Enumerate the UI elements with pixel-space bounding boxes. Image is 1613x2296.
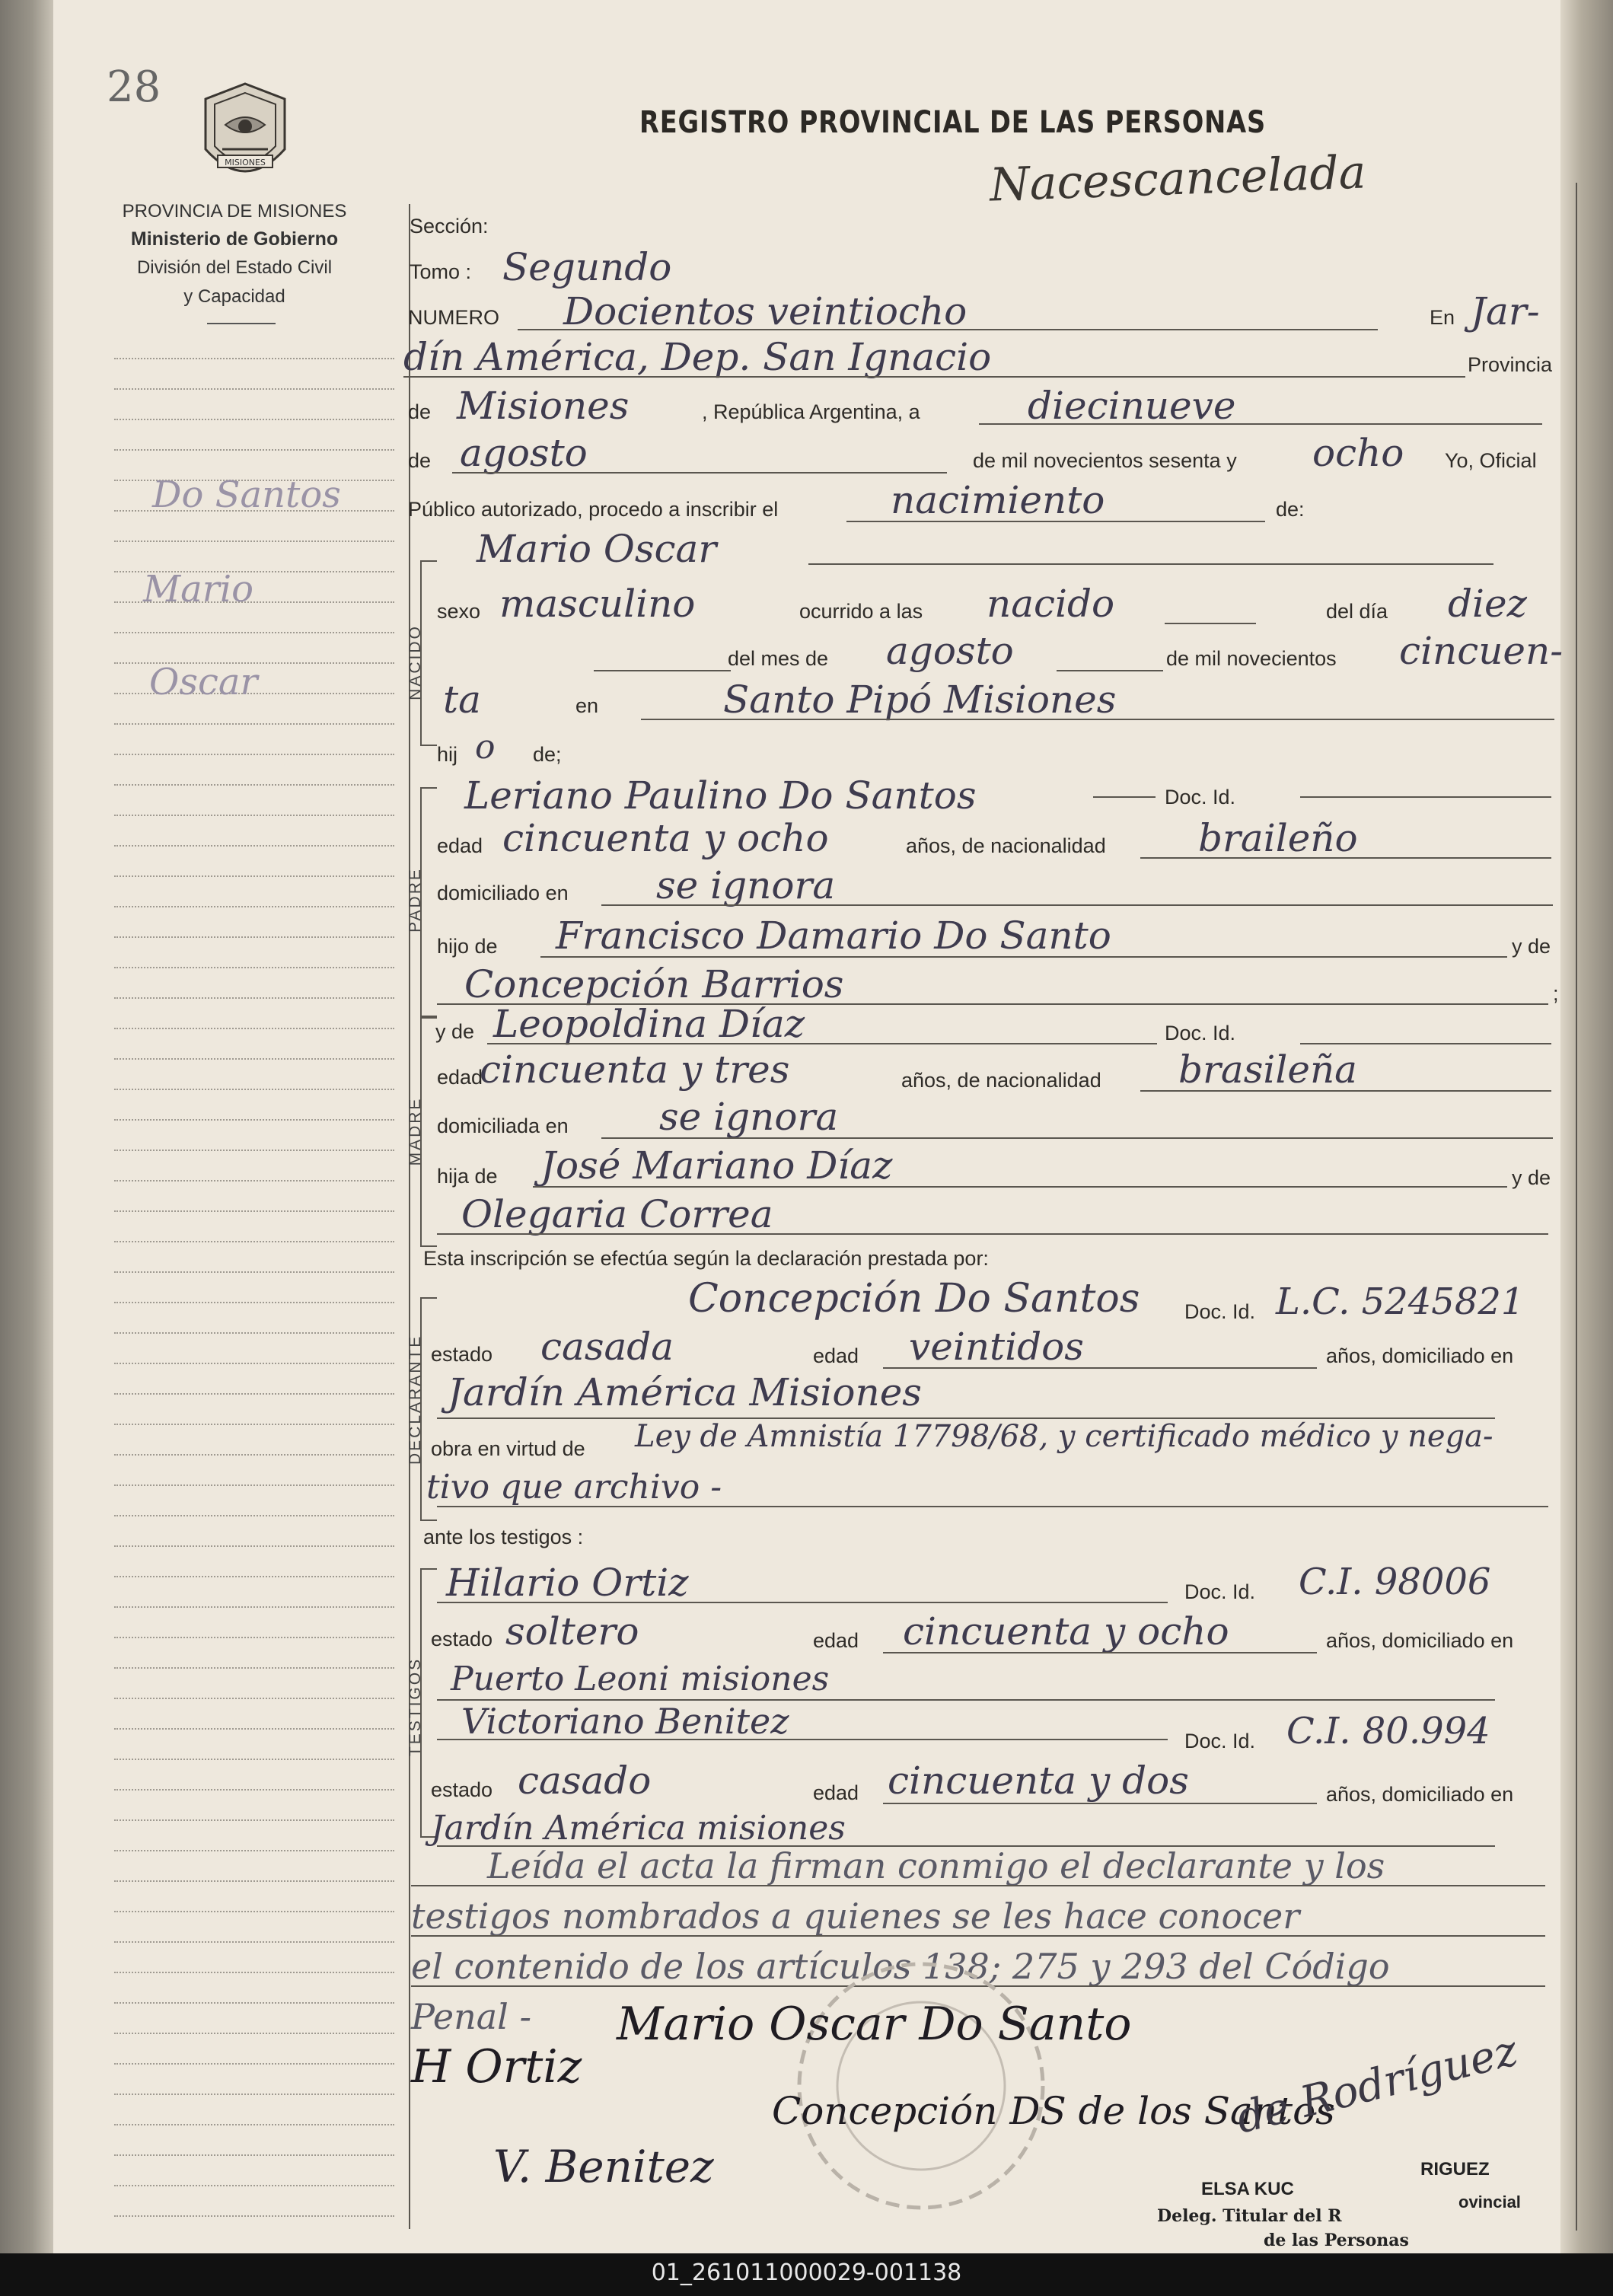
seal-text: MISIONES: [225, 158, 266, 167]
value-decl-obra-2: tivo que archivo -: [426, 1468, 722, 1507]
label-decl-doc: Doc. Id.: [1184, 1300, 1256, 1323]
margin-dotted-line: [114, 906, 394, 907]
value-t2-edad: cincuenta y dos: [888, 1759, 1189, 1803]
rule-closing-2: [411, 1935, 1545, 1937]
label-yo-oficial: Yo, Oficial: [1445, 449, 1537, 472]
value-t1-nombre: Hilario Ortiz: [446, 1561, 689, 1605]
section-label-nacido: NACIDO: [406, 624, 424, 700]
rule-dia-nac: [594, 670, 731, 671]
margin-dotted-line: [114, 358, 394, 359]
label-de-mil-nov: de mil novecientos: [1166, 647, 1337, 670]
header-divider: [207, 323, 276, 324]
label-tomo: Tomo :: [410, 260, 472, 283]
label-madre-hija-de: hija de: [437, 1165, 498, 1188]
rule-closing-1: [411, 1885, 1545, 1886]
margin-dotted-line: [114, 1210, 394, 1212]
rule-t1-edad: [883, 1652, 1317, 1653]
label-inscripcion: Esta inscripción se efectúa según la declaración prestada por:: [423, 1247, 989, 1270]
rule-lugar: [403, 376, 1465, 378]
rule-numero: [518, 329, 1378, 330]
value-decl-nombre: Concepción Do Santos: [688, 1276, 1140, 1322]
margin-dotted-line: [114, 1576, 394, 1577]
label-testigos: ante los testigos :: [423, 1526, 584, 1548]
rule-hora: [1165, 623, 1256, 624]
right-vertical-rule: [1576, 183, 1577, 2231]
signature-official: de Rodríguez: [1231, 2026, 1523, 2144]
value-provincia: Misiones: [457, 384, 630, 428]
label-t2-estado: estado: [431, 1778, 493, 1801]
label-padre-hijo-de: hijo de: [437, 935, 498, 958]
margin-first-name: Mario: [143, 568, 253, 611]
label-decl-edad: edad: [813, 1344, 859, 1367]
margin-dotted-line: [114, 1089, 394, 1090]
label-hij: hij: [437, 743, 458, 766]
rule-madre-hija-de: [533, 1186, 1507, 1188]
value-numero: Docientos veintiocho: [563, 289, 967, 333]
value-padre-y-de: Concepción Barrios: [464, 962, 844, 1006]
label-madre-y-de: y de: [435, 1020, 475, 1043]
header-province: PROVINCIA DE MISIONES: [122, 201, 347, 222]
label-en-lugar: en: [575, 694, 599, 717]
label-t1-estado: estado: [431, 1628, 493, 1650]
label-madre-dom: domiciliada en: [437, 1115, 569, 1137]
label-sexo: sexo: [437, 600, 481, 623]
margin-dotted-line: [114, 1850, 394, 1851]
margin-dotted-line: [114, 997, 394, 999]
margin-dotted-line: [114, 1180, 394, 1181]
value-t1-dom: Puerto Leoni misiones: [451, 1660, 830, 1698]
margin-dotted-line: [114, 1424, 394, 1425]
margin-dotted-line: [114, 1119, 394, 1121]
margin-dotted-line: [114, 632, 394, 633]
margin-dotted-line: [114, 1454, 394, 1456]
rule-nombre: [808, 563, 1493, 565]
margin-dotted-line: [114, 1941, 394, 1943]
value-dia-nac: diez: [1448, 582, 1527, 626]
label-de-colon: de:: [1276, 498, 1305, 521]
provincial-seal-icon: [195, 79, 295, 193]
section-label-padre: PADRE: [406, 867, 424, 933]
label-madre-doc: Doc. Id.: [1165, 1022, 1236, 1044]
header-capacity: y Capacidad: [183, 286, 285, 307]
value-nombre: Mario Oscar: [477, 527, 717, 571]
rule-t2-edad: [883, 1803, 1317, 1804]
signature-witness-2: V. Benitez: [493, 2141, 714, 2192]
margin-dotted-line: [114, 388, 394, 390]
label-del-dia: del día: [1326, 600, 1388, 623]
value-decl-edad: veintidos: [909, 1325, 1084, 1369]
rule-madre-y-de: [437, 1233, 1548, 1235]
label-republica: , República Argentina, a: [702, 400, 920, 423]
value-t2-doc: C.I. 80.994: [1286, 1710, 1490, 1752]
value-madre-nombre: Leopoldina Díaz: [493, 1002, 805, 1046]
margin-dotted-line: [114, 875, 394, 877]
margin-dotted-line: [114, 1393, 394, 1395]
rule-dia: [979, 423, 1542, 425]
rule-decl-obra: [437, 1506, 1548, 1507]
label-t2-edad: edad: [813, 1781, 859, 1804]
rule-t2-nombre: [437, 1739, 1168, 1740]
value-decl-doc: L.C. 5245821: [1276, 1280, 1525, 1323]
rule-t1-nombre: [437, 1602, 1168, 1603]
filename: 01_261011000029-001138: [651, 2259, 962, 2286]
value-hij: o: [475, 728, 496, 767]
value-anio-nac-1: cincuen-: [1399, 629, 1564, 673]
label-madre-nac: años, de nacionalidad: [901, 1069, 1101, 1092]
label-del-mes: del mes de: [728, 647, 829, 670]
label-ocurrido: ocurrido a las: [799, 600, 923, 623]
closing-line-3: el contenido de los artículos 138; 275 y 293 del Código: [411, 1946, 1390, 1987]
rule-decl-edad: [883, 1367, 1317, 1369]
document-title: REGISTRO PROVINCIAL DE LAS PERSONAS: [639, 105, 1267, 140]
stamp-line-5: de las Personas: [1264, 2231, 1409, 2250]
label-de-semi: de;: [533, 743, 562, 766]
margin-dotted-line: [114, 754, 394, 755]
label-seccion: Sección:: [410, 215, 489, 238]
label-t1-doc: Doc. Id.: [1184, 1580, 1256, 1603]
label-decl-obra: obra en virtud de: [431, 1437, 585, 1460]
margin-dotted-line: [114, 1302, 394, 1303]
margin-dotted-line: [114, 967, 394, 968]
filename-bar: [0, 2253, 1613, 2296]
margin-dotted-line: [114, 2094, 394, 2095]
rule-padre-doc: [1300, 796, 1551, 798]
value-madre-nac: brasileña: [1178, 1048, 1357, 1092]
margin-dotted-line: [114, 723, 394, 725]
margin-dotted-line: [114, 1606, 394, 1608]
label-semicolon: ;: [1553, 982, 1559, 1005]
closing-line-4: Penal -: [411, 1996, 532, 2037]
value-madre-hija-de: José Mariano Díaz: [540, 1143, 893, 1188]
rule-madre-dom: [601, 1137, 1553, 1139]
value-anio: ocho: [1312, 431, 1404, 475]
rule-padre-nac: [1140, 857, 1551, 859]
value-mes-nac: agosto: [886, 629, 1014, 673]
label-t1-edad: edad: [813, 1629, 859, 1652]
margin-dotted-line: [114, 419, 394, 420]
value-mes: agosto: [460, 431, 588, 475]
rule-padre-hijo-de: [540, 956, 1507, 958]
value-acto: nacimiento: [891, 478, 1105, 522]
margin-dotted-line: [114, 449, 394, 451]
label-en: En: [1430, 306, 1455, 329]
margin-second-name: Oscar: [149, 661, 258, 703]
value-padre-hijo-de: Francisco Damario Do Santo: [556, 914, 1111, 958]
signature-declarant: Concepción DS de los Santos: [772, 2089, 1335, 2133]
signature-witness-1: H Ortiz: [411, 2040, 582, 2094]
margin-dotted-line: [114, 936, 394, 938]
value-lugar-nac: Santo Pipó Misiones: [723, 678, 1117, 722]
rule-madre-nombre: [487, 1043, 1157, 1044]
label-padre-edad: edad: [437, 834, 483, 857]
rule-padre-dom: [601, 904, 1553, 906]
value-dia: diecinueve: [1028, 384, 1236, 428]
margin-dotted-line: [114, 2033, 394, 2034]
rule-madre-nac: [1140, 1090, 1551, 1092]
value-padre-nombre: Leriano Paulino Do Santos: [464, 773, 977, 818]
label-t2-dom: años, domiciliado en: [1326, 1783, 1514, 1806]
margin-dotted-line: [114, 1698, 394, 1699]
margin-dotted-line: [114, 1484, 394, 1486]
label-padre-dom: domiciliado en: [437, 882, 569, 904]
rule-lugar-nac: [641, 719, 1554, 720]
value-t2-dom: Jardín América misiones: [431, 1809, 846, 1848]
stamp-line-1: ELSA KUC: [1201, 2179, 1294, 2199]
margin-surname: Do Santos: [152, 474, 341, 516]
label-publico: Público autorizado, procedo a inscribir el: [408, 498, 779, 521]
margin-dotted-line: [114, 1789, 394, 1791]
label-padre-doc: Doc. Id.: [1165, 786, 1236, 808]
label-numero: NUMERO: [408, 306, 499, 329]
value-padre-nac: braileño: [1198, 816, 1358, 860]
margin-dotted-line: [114, 2185, 394, 2186]
margin-dotted-line: [114, 784, 394, 786]
header-ministry: Ministerio de Gobierno: [130, 228, 339, 250]
label-madre-y-de-2: y de: [1512, 1166, 1551, 1189]
margin-dotted-line: [114, 1058, 394, 1060]
margin-dotted-line: [114, 1667, 394, 1669]
margin-dotted-line: [114, 1972, 394, 1973]
section-label-testigos: TESTIGOS: [406, 1657, 424, 1757]
margin-dotted-line: [114, 1880, 394, 1882]
margin-dotted-line: [114, 1759, 394, 1760]
value-lugar: dín América, Dep. San Ignacio: [403, 335, 992, 379]
signature-registrant: Mario Oscar Do Santo: [617, 1998, 1132, 2051]
margin-dotted-line: [114, 1911, 394, 1912]
margin-dotted-line: [114, 541, 394, 542]
page-edge: [1560, 0, 1613, 2253]
value-t2-nombre: Victoriano Benitez: [461, 1701, 789, 1742]
section-label-declarante: DECLARANTE: [406, 1334, 424, 1465]
margin-dotted-line: [114, 1150, 394, 1151]
value-padre-edad: cincuenta y ocho: [502, 816, 829, 860]
round-stamp-icon: [784, 1949, 1058, 2223]
rule-mes-nac: [1057, 670, 1163, 671]
margin-dotted-line: [114, 845, 394, 847]
margin-dotted-line: [114, 1241, 394, 1242]
value-en: Jar-: [1471, 289, 1540, 333]
label-t2-doc: Doc. Id.: [1184, 1730, 1256, 1752]
label-decl-dom: años, domiciliado en: [1326, 1344, 1514, 1367]
rule-madre-doc: [1300, 1043, 1551, 1044]
margin-dotted-line: [114, 815, 394, 816]
margin-dotted-line: [114, 1515, 394, 1516]
value-madre-edad: cincuenta y tres: [480, 1048, 790, 1092]
rule-mes: [452, 472, 947, 474]
label-t1-dom: años, domiciliado en: [1326, 1629, 1514, 1652]
margin-dotted-line: [114, 2063, 394, 2065]
label-padre-y-de: y de: [1512, 935, 1551, 958]
value-hora: nacido: [987, 582, 1115, 626]
rule-acto: [846, 521, 1265, 522]
value-t1-edad: cincuenta y ocho: [903, 1609, 1229, 1653]
margin-dotted-line: [114, 1728, 394, 1730]
section-label-madre: MADRE: [406, 1096, 424, 1166]
value-t1-doc: C.I. 98006: [1299, 1561, 1491, 1603]
page-number: 28: [107, 62, 161, 112]
value-t1-estado: soltero: [505, 1609, 639, 1653]
label-madre-edad: edad: [437, 1066, 483, 1089]
margin-dotted-line: [114, 2002, 394, 2004]
top-scribble: Nacescancelada: [988, 145, 1367, 212]
margin-dotted-line: [114, 1028, 394, 1029]
margin-dotted-line: [114, 2215, 394, 2217]
margin-dotted-line: [114, 1363, 394, 1364]
label-provincia: Provincia: [1468, 353, 1553, 376]
label-decl-estado: estado: [431, 1343, 493, 1366]
label-de-1: de: [408, 400, 432, 423]
margin-dotted-line: [114, 1332, 394, 1334]
margin-dotted-line: [114, 1545, 394, 1547]
value-madre-dom: se ignora: [659, 1095, 839, 1139]
margin-dotted-line: [114, 2154, 394, 2156]
label-de-2: de: [408, 449, 432, 472]
label-de-mil-sesenta: de mil novecientos sesenta y: [973, 449, 1237, 472]
value-decl-estado: casada: [540, 1325, 674, 1369]
margin-dotted-line: [114, 2124, 394, 2125]
label-padre-nac: años, de nacionalidad: [906, 834, 1106, 857]
stamp-line-4: ovincial: [1458, 2192, 1521, 2211]
margin-dotted-line: [114, 1819, 394, 1821]
margin-dotted-line: [114, 1271, 394, 1273]
closing-line-1: Leída el acta la firman conmigo el declarante y los: [487, 1845, 1385, 1886]
value-decl-obra: Ley de Amnistía 17798/68, y certificado médico y nega-: [635, 1419, 1493, 1454]
stamp-line-2: RIGUEZ: [1420, 2159, 1490, 2180]
value-sexo: masculino: [499, 582, 696, 626]
book-binding: [0, 0, 53, 2253]
value-anio-nac-2: ta: [443, 678, 481, 722]
margin-dotted-line: [114, 1637, 394, 1638]
rule-padre-nombre: [1093, 796, 1156, 798]
value-padre-dom: se ignora: [656, 863, 836, 907]
value-decl-dom: Jardín América Misiones: [448, 1370, 922, 1414]
value-tomo: Segundo: [502, 245, 672, 289]
value-t2-estado: casado: [518, 1759, 652, 1803]
stamp-line-3: Deleg. Titular del R: [1157, 2206, 1342, 2226]
value-madre-y-de: Olegaria Correa: [461, 1192, 773, 1236]
header-division: División del Estado Civil: [136, 257, 333, 278]
closing-line-2: testigos nombrados a quienes se les hace conocer: [411, 1896, 1300, 1937]
